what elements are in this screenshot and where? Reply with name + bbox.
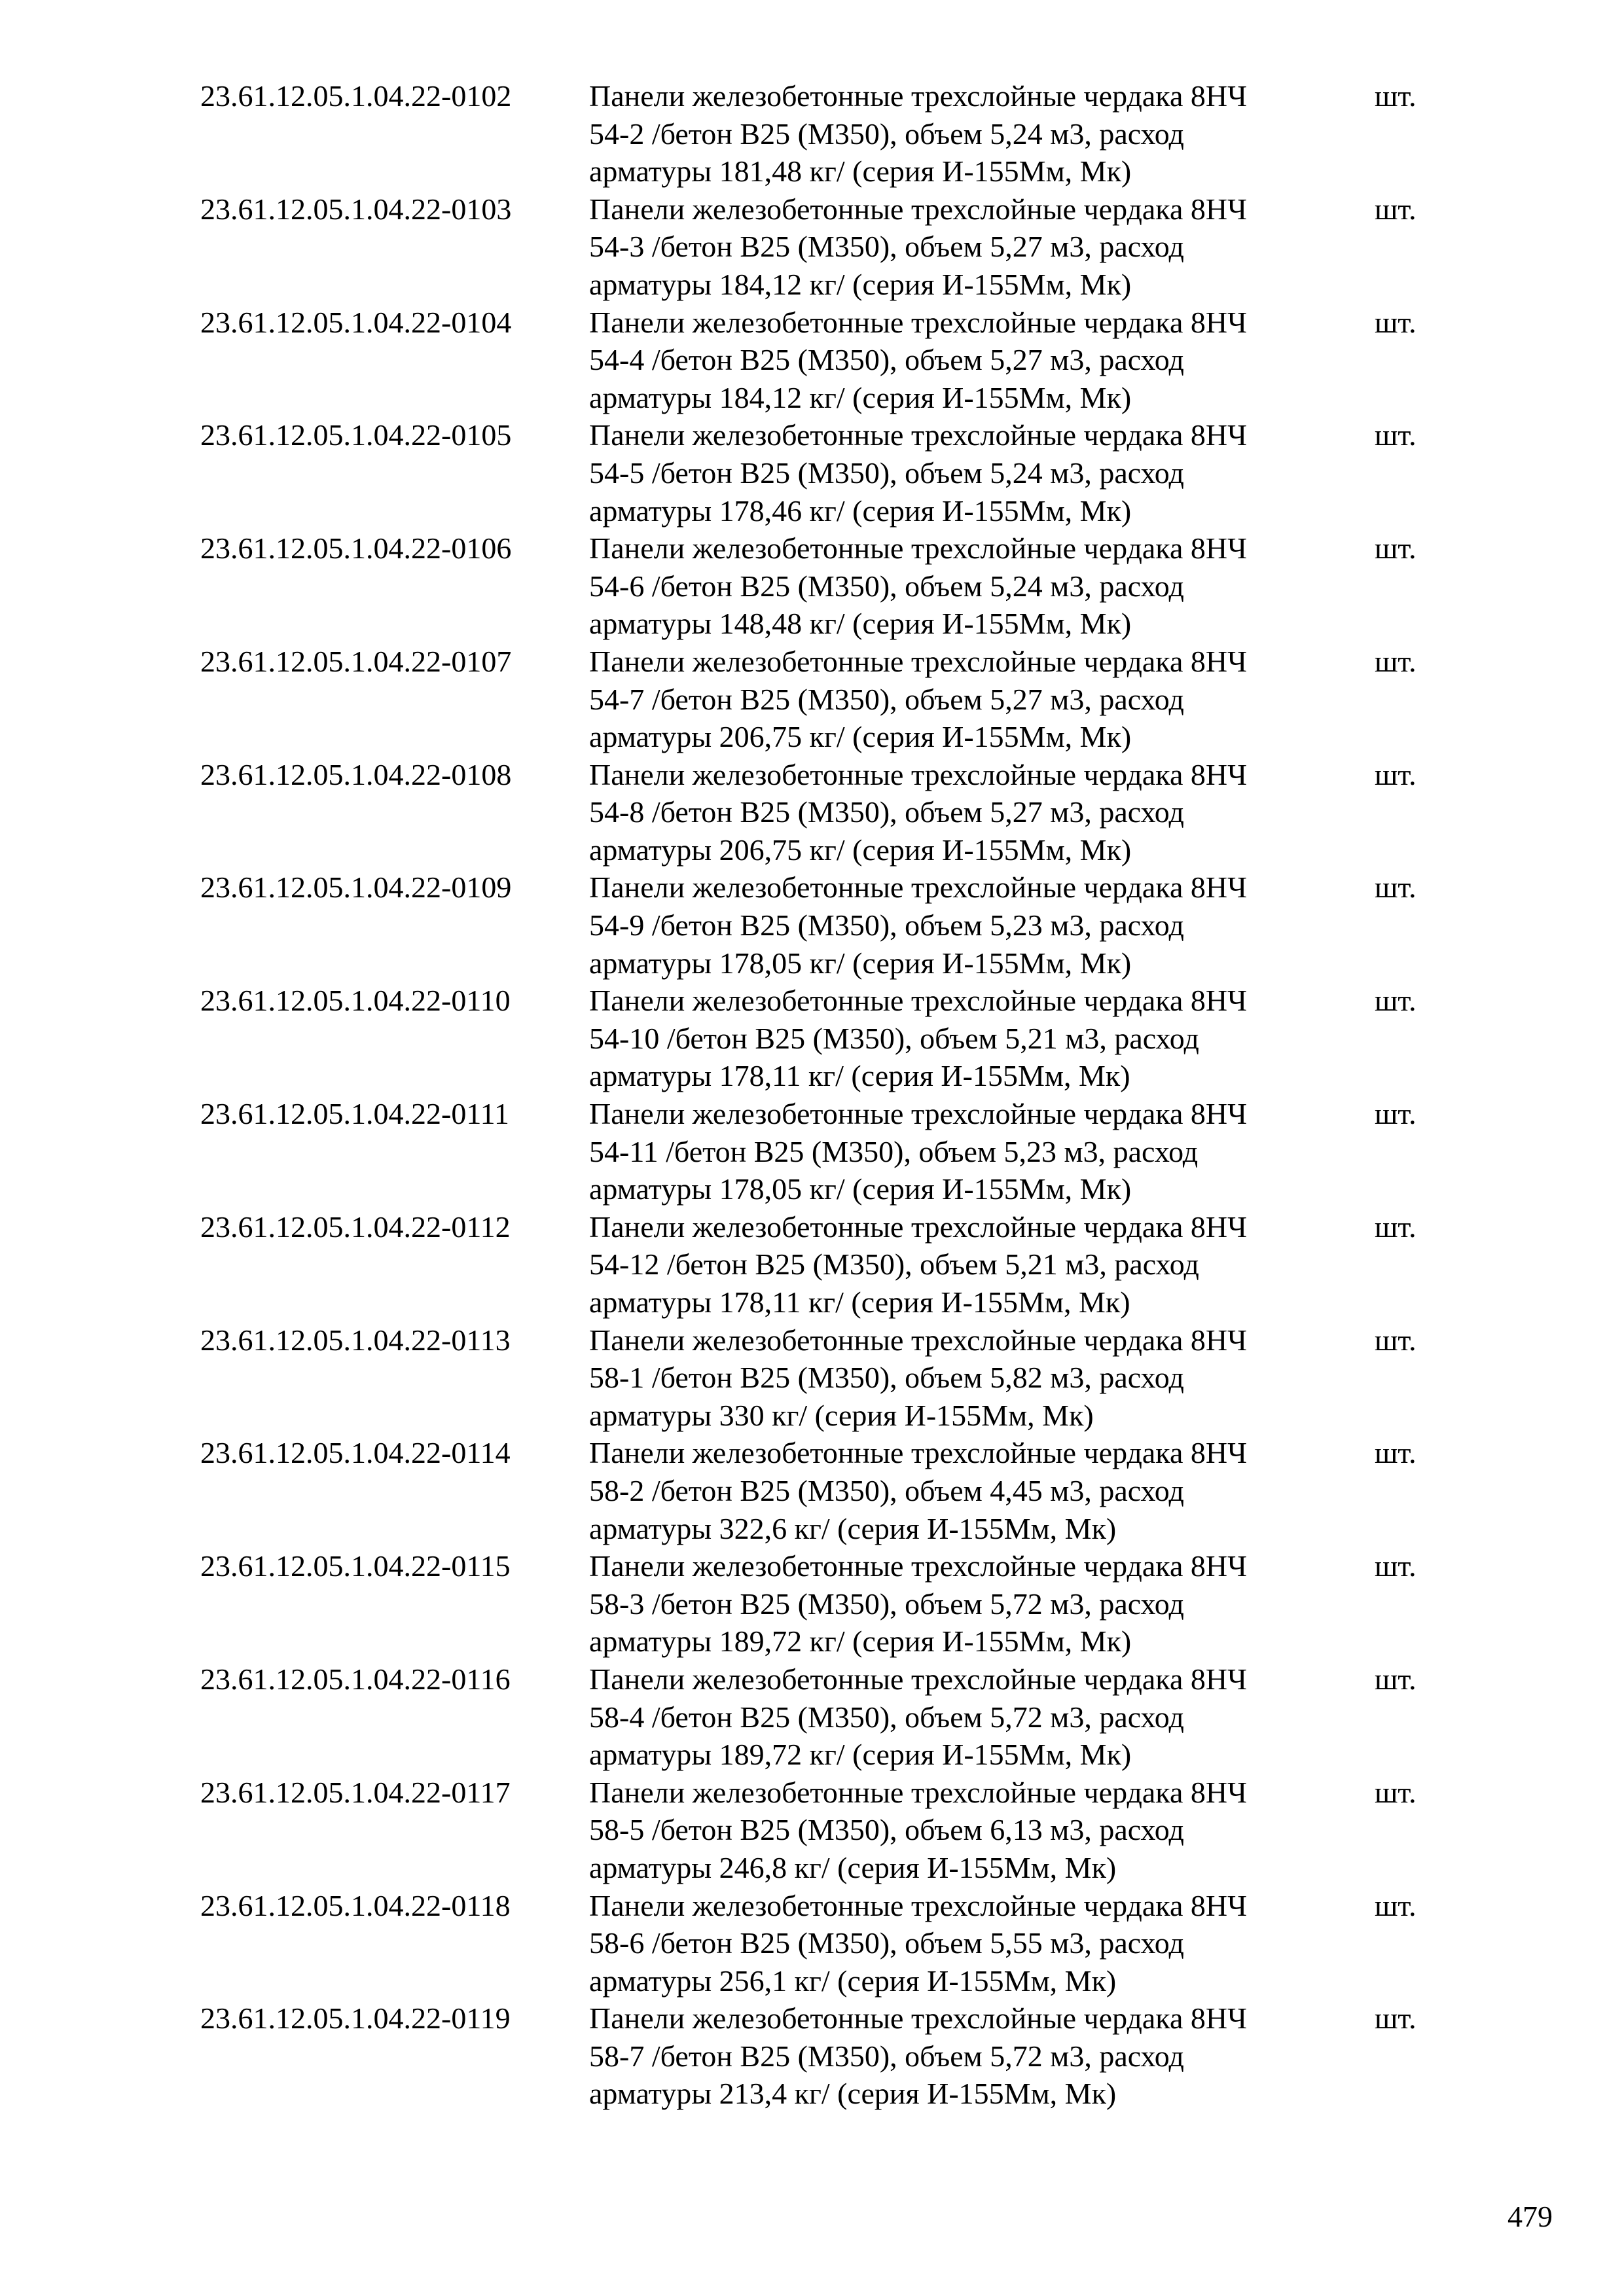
catalog-row bbox=[200, 1434, 1444, 1547]
item-description bbox=[589, 190, 1375, 304]
item-code: 23.61.12.05.1.04.22-0110 bbox=[200, 984, 511, 1018]
item-description-line: Панели железобетонные трехслойные чердака 8НЧ bbox=[589, 1210, 1247, 1244]
item-code: 23.61.12.05.1.04.22-0107 bbox=[200, 644, 512, 678]
item-code: 23.61.12.05.1.04.22-0118 bbox=[200, 1888, 511, 1922]
catalog-row bbox=[200, 756, 1444, 869]
item-description-line: арматуры 206,75 кг/ (серия И-155Мм, Мк) bbox=[589, 720, 1132, 754]
item-description bbox=[589, 1434, 1375, 1547]
catalog-row bbox=[200, 1321, 1444, 1435]
item-description-line: арматуры 178,05 кг/ (серия И-155Мм, Мк) bbox=[589, 946, 1132, 980]
catalog-row bbox=[200, 529, 1444, 643]
item-description-line: арматуры 178,05 кг/ (серия И-155Мм, Мк) bbox=[589, 1172, 1132, 1206]
item-description-line: 54-12 /бетон В25 (М350), объем 5,21 м3, расход bbox=[589, 1247, 1199, 1282]
item-description-line: 58-4 /бетон В25 (М350), объем 5,72 м3, расход bbox=[589, 1700, 1184, 1734]
item-description-line: Панели железобетонные трехслойные чердака 8НЧ bbox=[589, 870, 1247, 905]
item-unit: шт. bbox=[1375, 1549, 1416, 1583]
item-code: 23.61.12.05.1.04.22-0104 bbox=[200, 305, 512, 339]
item-description-line: Панели железобетонные трехслойные чердака 8НЧ bbox=[589, 531, 1247, 565]
item-description-line: Панели железобетонные трехслойные чердака 8НЧ bbox=[589, 984, 1247, 1018]
item-code: 23.61.12.05.1.04.22-0114 bbox=[200, 1436, 511, 1470]
item-description-line: арматуры 178,11 кг/ (серия И-155Мм, Мк) bbox=[589, 1059, 1130, 1093]
item-description-line: арматуры 178,46 кг/ (серия И-155Мм, Мк) bbox=[589, 493, 1132, 528]
item-code: 23.61.12.05.1.04.22-0102 bbox=[200, 79, 512, 113]
item-description bbox=[589, 1095, 1375, 1208]
catalog-row bbox=[200, 416, 1444, 529]
catalog-row bbox=[200, 1095, 1444, 1208]
item-description-line: Панели железобетонные трехслойные чердака 8НЧ bbox=[589, 1436, 1247, 1470]
item-description bbox=[589, 1547, 1375, 1660]
item-unit: шт. bbox=[1375, 1323, 1416, 1357]
item-unit: шт. bbox=[1375, 644, 1416, 678]
item-unit: шт. bbox=[1375, 305, 1416, 339]
item-description bbox=[589, 869, 1375, 982]
item-description bbox=[589, 1208, 1375, 1321]
page-number: 479 bbox=[1507, 2200, 1553, 2233]
item-description-line: арматуры 322,6 кг/ (серия И-155Мм, Мк) bbox=[589, 1511, 1117, 1545]
item-code: 23.61.12.05.1.04.22-0115 bbox=[200, 1549, 511, 1583]
item-unit: шт. bbox=[1375, 1436, 1416, 1470]
item-description-line: 58-2 /бетон В25 (М350), объем 4,45 м3, расход bbox=[589, 1473, 1184, 1507]
catalog-row bbox=[200, 2000, 1444, 2113]
catalog-row bbox=[200, 304, 1444, 417]
item-description-line: арматуры 246,8 кг/ (серия И-155Мм, Мк) bbox=[589, 1850, 1117, 1884]
item-description bbox=[589, 643, 1375, 756]
item-description-line: Панели железобетонные трехслойные чердака 8НЧ bbox=[589, 305, 1247, 339]
item-unit: шт. bbox=[1375, 79, 1416, 113]
item-description-line: Панели железобетонные трехслойные чердака 8НЧ bbox=[589, 1323, 1247, 1357]
item-description-line: арматуры 189,72 кг/ (серия И-155Мм, Мк) bbox=[589, 1738, 1132, 1772]
catalog-row bbox=[200, 869, 1444, 982]
item-code: 23.61.12.05.1.04.22-0103 bbox=[200, 192, 512, 226]
item-description-line: арматуры 181,48 кг/ (серия И-155Мм, Мк) bbox=[589, 154, 1132, 188]
catalog-row bbox=[200, 1547, 1444, 1660]
item-code: 23.61.12.05.1.04.22-0112 bbox=[200, 1210, 511, 1244]
item-code: 23.61.12.05.1.04.22-0106 bbox=[200, 531, 512, 565]
item-description-line: Панели железобетонные трехслойные чердака 8НЧ bbox=[589, 757, 1247, 791]
item-description-line: арматуры 184,12 кг/ (серия И-155Мм, Мк) bbox=[589, 267, 1132, 301]
item-description-line: 54-2 /бетон В25 (М350), объем 5,24 м3, расход bbox=[589, 117, 1184, 151]
item-description bbox=[589, 2000, 1375, 2113]
item-description bbox=[589, 756, 1375, 869]
item-description-line: арматуры 256,1 кг/ (серия И-155Мм, Мк) bbox=[589, 1964, 1117, 1998]
item-code: 23.61.12.05.1.04.22-0119 bbox=[200, 2001, 511, 2036]
item-description-line: 54-8 /бетон В25 (М350), объем 5,27 м3, расход bbox=[589, 795, 1184, 829]
item-unit: шт. bbox=[1375, 418, 1416, 452]
item-description-line: 58-5 /бетон В25 (М350), объем 6,13 м3, расход bbox=[589, 1813, 1184, 1847]
catalog-row bbox=[200, 1660, 1444, 1774]
item-description-line: Панели железобетонные трехслойные чердака 8НЧ bbox=[589, 1775, 1247, 1809]
item-code: 23.61.12.05.1.04.22-0117 bbox=[200, 1775, 511, 1809]
item-unit: шт. bbox=[1375, 192, 1416, 226]
item-description-line: арматуры 178,11 кг/ (серия И-155Мм, Мк) bbox=[589, 1285, 1130, 1319]
item-description-line: 54-7 /бетон В25 (М350), объем 5,27 м3, расход bbox=[589, 682, 1184, 716]
item-description-line: Панели железобетонные трехслойные чердака 8НЧ bbox=[589, 1097, 1247, 1131]
item-description bbox=[589, 1321, 1375, 1435]
item-description-line: Панели железобетонные трехслойные чердака 8НЧ bbox=[589, 644, 1247, 678]
item-description-line: 54-5 /бетон В25 (М350), объем 5,24 м3, расход bbox=[589, 456, 1184, 490]
item-code: 23.61.12.05.1.04.22-0109 bbox=[200, 870, 512, 905]
item-code: 23.61.12.05.1.04.22-0111 bbox=[200, 1097, 509, 1131]
item-description-line: Панели железобетонные трехслойные чердака 8НЧ bbox=[589, 1888, 1247, 1922]
item-description bbox=[589, 416, 1375, 529]
catalog-row bbox=[200, 1887, 1444, 2000]
item-description-line: арматуры 184,12 кг/ (серия И-155Мм, Мк) bbox=[589, 380, 1132, 414]
item-description-line: 54-11 /бетон В25 (М350), объем 5,23 м3, расход bbox=[589, 1134, 1199, 1168]
item-description-line: 58-1 /бетон В25 (М350), объем 5,82 м3, расход bbox=[589, 1361, 1184, 1395]
item-unit: шт. bbox=[1375, 2001, 1416, 2036]
item-description bbox=[589, 1660, 1375, 1774]
item-description bbox=[589, 1774, 1375, 1887]
item-description-line: 54-9 /бетон В25 (М350), объем 5,23 м3, расход bbox=[589, 908, 1184, 942]
item-unit: шт. bbox=[1375, 984, 1416, 1018]
item-unit: шт. bbox=[1375, 1888, 1416, 1922]
catalog-row bbox=[200, 1774, 1444, 1887]
item-description-line: Панели железобетонные трехслойные чердака 8НЧ bbox=[589, 2001, 1247, 2036]
catalog-row bbox=[200, 77, 1444, 190]
item-description-line: арматуры 206,75 кг/ (серия И-155Мм, Мк) bbox=[589, 833, 1132, 867]
item-description-line: 58-6 /бетон В25 (М350), объем 5,55 м3, расход bbox=[589, 1926, 1184, 1960]
item-description bbox=[589, 304, 1375, 417]
item-description-line: 58-7 /бетон В25 (М350), объем 5,72 м3, расход bbox=[589, 2039, 1184, 2073]
item-unit: шт. bbox=[1375, 1775, 1416, 1809]
item-code: 23.61.12.05.1.04.22-0116 bbox=[200, 1662, 511, 1696]
item-unit: шт. bbox=[1375, 531, 1416, 565]
item-description bbox=[589, 982, 1375, 1095]
item-description-line: 54-6 /бетон В25 (М350), объем 5,24 м3, расход bbox=[589, 569, 1184, 603]
item-description bbox=[589, 529, 1375, 643]
price-catalog-list bbox=[200, 77, 1444, 2113]
item-description bbox=[589, 1887, 1375, 2000]
catalog-row bbox=[200, 982, 1444, 1095]
item-description-line: Панели железобетонные трехслойные чердака 8НЧ bbox=[589, 79, 1247, 113]
item-description-line: 58-3 /бетон В25 (М350), объем 5,72 м3, расход bbox=[589, 1587, 1184, 1621]
item-description-line: 54-4 /бетон В25 (М350), объем 5,27 м3, расход bbox=[589, 343, 1184, 377]
item-unit: шт. bbox=[1375, 1662, 1416, 1696]
item-description-line: 54-3 /бетон В25 (М350), объем 5,27 м3, расход bbox=[589, 230, 1184, 264]
item-description-line: арматуры 330 кг/ (серия И-155Мм, Мк) bbox=[589, 1398, 1094, 1432]
item-description-line: арматуры 148,48 кг/ (серия И-155Мм, Мк) bbox=[589, 607, 1132, 641]
item-description-line: арматуры 189,72 кг/ (серия И-155Мм, Мк) bbox=[589, 1624, 1132, 1659]
item-description-line: Панели железобетонные трехслойные чердака 8НЧ bbox=[589, 1662, 1247, 1696]
catalog-row bbox=[200, 190, 1444, 304]
item-description-line: 54-10 /бетон В25 (М350), объем 5,21 м3, расход bbox=[589, 1021, 1199, 1055]
item-unit: шт. bbox=[1375, 870, 1416, 905]
item-code: 23.61.12.05.1.04.22-0113 bbox=[200, 1323, 511, 1357]
item-unit: шт. bbox=[1375, 1097, 1416, 1131]
catalog-row bbox=[200, 1208, 1444, 1321]
item-description-line: Панели железобетонные трехслойные чердака 8НЧ bbox=[589, 418, 1247, 452]
item-unit: шт. bbox=[1375, 1210, 1416, 1244]
item-unit: шт. bbox=[1375, 757, 1416, 791]
item-description-line: арматуры 213,4 кг/ (серия И-155Мм, Мк) bbox=[589, 2077, 1117, 2111]
catalog-row bbox=[200, 643, 1444, 756]
item-code: 23.61.12.05.1.04.22-0105 bbox=[200, 418, 512, 452]
item-description bbox=[589, 77, 1375, 190]
item-description-line: Панели железобетонные трехслойные чердака 8НЧ bbox=[589, 1549, 1247, 1583]
item-code: 23.61.12.05.1.04.22-0108 bbox=[200, 757, 512, 791]
item-description-line: Панели железобетонные трехслойные чердака 8НЧ bbox=[589, 192, 1247, 226]
